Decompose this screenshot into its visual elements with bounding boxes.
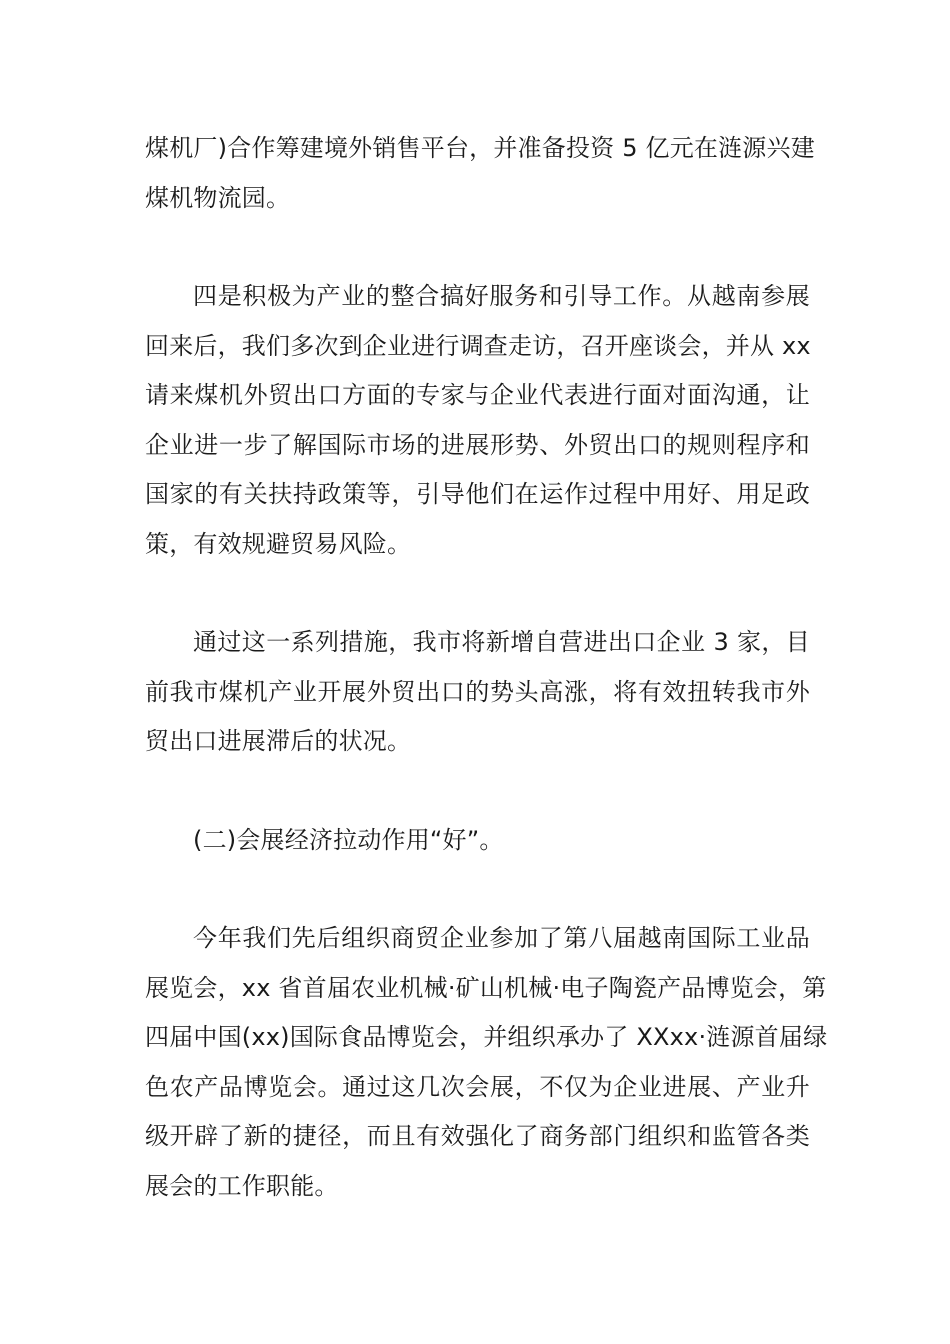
text-line: 四是积极为产业的整合搞好服务和引导工作。从越南参展 <box>193 282 810 310</box>
text-line: 四届中国(xx)国际食品博览会，并组织承办了 XXxx·涟源首届绿 <box>145 1023 828 1051</box>
text-line: 通过这一系列措施，我市将新增自营进出口企业 3 家，目 <box>193 628 810 656</box>
text-line: 级开辟了新的捷径，而且有效强化了商务部门组织和监管各类 <box>145 1122 810 1150</box>
paragraph-5 <box>145 914 828 1211</box>
text-line: 前我市煤机产业开展外贸出口的势头高涨，将有效扭转我市外 <box>145 677 810 706</box>
text-line: 策，有效规避贸易风险。 <box>145 529 412 558</box>
document-body <box>145 124 828 1260</box>
text-line: 煤机物流园。 <box>145 183 291 212</box>
section-heading: (二)会展经济拉动作用“好”。 <box>193 825 504 854</box>
text-line: 企业进一步了解国际市场的进展形势、外贸出口的规则程序和 <box>145 430 810 459</box>
paragraph-3 <box>145 618 810 767</box>
section-heading-paragraph <box>145 816 810 866</box>
text-line: 色农产品博览会。通过这几次会展，不仅为企业进展、产业升 <box>145 1072 810 1101</box>
text-line: 回来后，我们多次到企业进行调查走访，召开座谈会，并从 xx <box>145 331 811 360</box>
text-line: 展览会，xx 省首届农业机械·矿山机械·电子陶瓷产品博览会，第 <box>145 973 827 1002</box>
text-line: 贸出口进展滞后的状况。 <box>145 727 412 755</box>
text-line: 今年我们先后组织商贸企业参加了第八届越南国际工业品 <box>193 924 810 952</box>
text-line: 请来煤机外贸出口方面的专家与企业代表进行面对面沟通，让 <box>145 381 810 409</box>
text-line: 展会的工作职能。 <box>145 1171 339 1200</box>
text-line: 煤机厂)合作筹建境外销售平台，并准备投资 5 亿元在涟源兴建 <box>145 134 815 162</box>
paragraph-1 <box>145 124 815 223</box>
paragraph-2 <box>145 272 810 569</box>
text-line: 国家的有关扶持政策等，引导他们在运作过程中用好、用足政 <box>145 480 810 508</box>
